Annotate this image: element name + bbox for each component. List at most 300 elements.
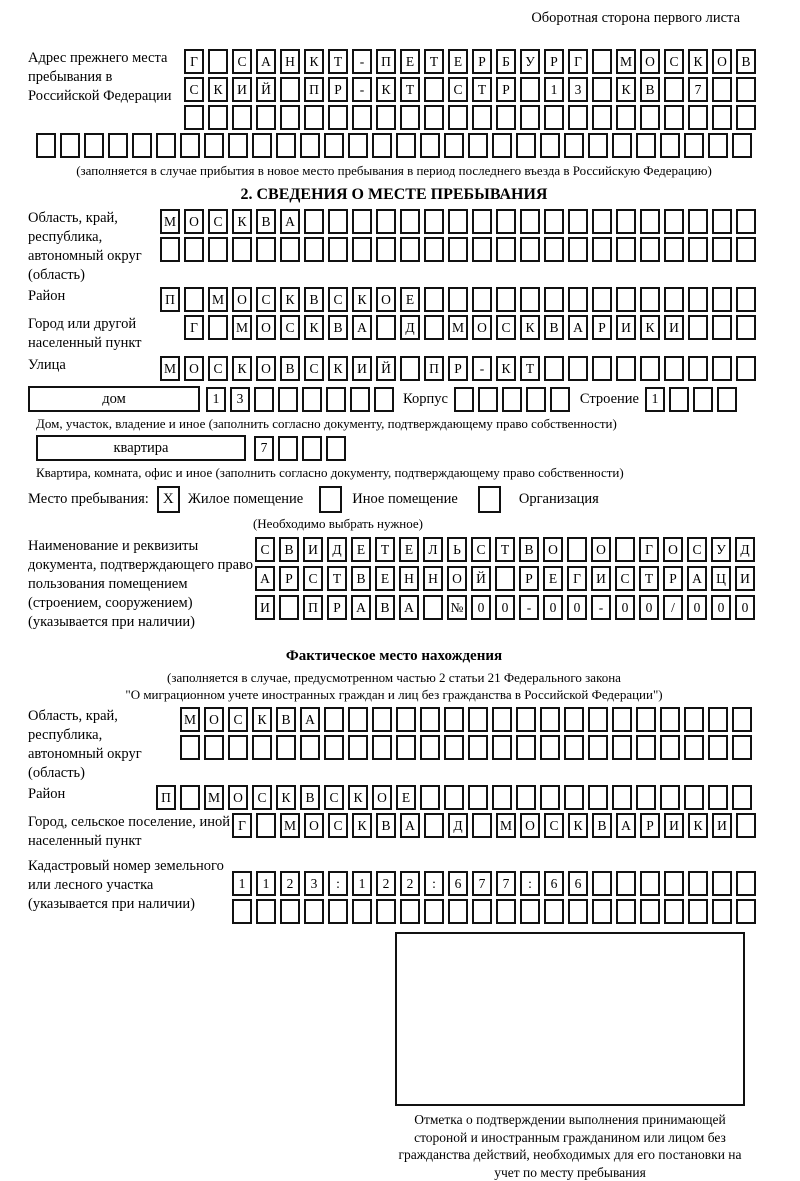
char-cell: -: [591, 595, 611, 620]
char-cell: [520, 209, 540, 234]
char-cell: А: [255, 566, 275, 591]
char-cell: И: [303, 537, 323, 562]
char-cell: 0: [735, 595, 755, 620]
char-cell: [232, 899, 252, 924]
char-cell: [472, 287, 492, 312]
char-cell: 0: [543, 595, 563, 620]
fact-district-label: Район: [28, 786, 66, 802]
char-cell: О: [591, 537, 611, 562]
char-cell: 0: [639, 595, 659, 620]
char-cell: С: [328, 287, 348, 312]
char-cell: [588, 785, 608, 810]
char-cell: [660, 133, 680, 158]
char-cell: [420, 785, 440, 810]
stay-type-note: (Необходимо выбрать нужное): [252, 516, 424, 531]
char-cell: [444, 133, 464, 158]
char-cell: О: [372, 785, 392, 810]
char-cell: С: [184, 77, 204, 102]
char-cell: [448, 899, 468, 924]
char-cell: В: [256, 209, 276, 234]
char-cell: 6: [544, 871, 564, 896]
char-cell: [328, 209, 348, 234]
char-cell: А: [400, 813, 420, 838]
char-cell: М: [180, 707, 200, 732]
char-cell: [324, 707, 344, 732]
char-cell: О: [304, 813, 324, 838]
fact-cadastre-block: [28, 857, 760, 924]
char-cell: [688, 899, 708, 924]
char-cell: [252, 735, 272, 760]
char-cell: [592, 209, 612, 234]
char-cell: [615, 537, 635, 562]
char-cell: А: [687, 566, 707, 591]
document-row-1: [255, 537, 755, 562]
char-cell: [472, 237, 492, 262]
char-cell: [544, 209, 564, 234]
char-cell: О: [520, 813, 540, 838]
char-cell: [468, 735, 488, 760]
char-cell: [684, 133, 704, 158]
char-cell: [564, 707, 584, 732]
char-cell: [472, 813, 492, 838]
char-cell: 3: [304, 871, 324, 896]
char-cell: И: [352, 356, 372, 381]
char-cell: [516, 785, 536, 810]
char-cell: В: [592, 813, 612, 838]
char-cell: 2: [400, 871, 420, 896]
char-cell: [684, 707, 704, 732]
char-cell: Т: [495, 537, 515, 562]
char-cell: [502, 387, 522, 412]
char-cell: [568, 105, 588, 130]
char-cell: [420, 133, 440, 158]
char-cell: [492, 707, 512, 732]
char-cell: О: [232, 287, 252, 312]
char-cell: 7: [254, 436, 274, 461]
char-cell: Г: [568, 49, 588, 74]
char-cell: [636, 785, 656, 810]
char-cell: [616, 105, 636, 130]
char-cell: [660, 785, 680, 810]
char-cell: [688, 209, 708, 234]
char-cell: [256, 899, 276, 924]
char-cell: [448, 237, 468, 262]
char-cell: [520, 77, 540, 102]
char-cell: М: [616, 49, 636, 74]
char-cell: [712, 105, 732, 130]
char-cell: К: [352, 813, 372, 838]
fact-district-row: [156, 785, 752, 810]
char-cell: К: [304, 315, 324, 340]
char-cell: [664, 77, 684, 102]
char-cell: [184, 105, 204, 130]
char-cell: [304, 899, 324, 924]
char-cell: А: [568, 315, 588, 340]
char-cell: [708, 707, 728, 732]
char-cell: Т: [639, 566, 659, 591]
char-cell: [108, 133, 128, 158]
char-cell: [732, 785, 752, 810]
char-cell: [424, 813, 444, 838]
char-cell: Г: [184, 49, 204, 74]
char-cell: [520, 899, 540, 924]
char-cell: О: [447, 566, 467, 591]
char-cell: [256, 105, 276, 130]
char-cell: Л: [423, 537, 443, 562]
char-cell: П: [376, 49, 396, 74]
fact-region-label: Область, край, республика, автономный округ (область): [28, 708, 142, 781]
char-cell: [326, 387, 346, 412]
char-cell: 7: [472, 871, 492, 896]
char-cell: В: [300, 785, 320, 810]
char-cell: С: [304, 356, 324, 381]
char-cell: Р: [279, 566, 299, 591]
char-cell: [496, 209, 516, 234]
char-cell: К: [688, 49, 708, 74]
char-cell: К: [688, 813, 708, 838]
char-cell: 3: [568, 77, 588, 102]
char-cell: В: [376, 813, 396, 838]
char-cell: [612, 785, 632, 810]
char-cell: О: [228, 785, 248, 810]
char-cell: Т: [424, 49, 444, 74]
char-cell: [420, 707, 440, 732]
char-cell: [592, 237, 612, 262]
char-cell: [592, 77, 612, 102]
char-cell: [612, 735, 632, 760]
char-cell: [544, 105, 564, 130]
char-cell: [300, 133, 320, 158]
char-cell: Т: [472, 77, 492, 102]
char-cell: [636, 735, 656, 760]
region-rows: [160, 209, 756, 262]
char-cell: [736, 287, 756, 312]
char-cell: [204, 735, 224, 760]
prev-address-row-3: [184, 105, 756, 130]
fact-cadastre-row-1: [232, 871, 756, 896]
char-cell: [660, 707, 680, 732]
region-row-1: [160, 209, 756, 234]
stay-type-option-3: Организация: [518, 491, 599, 507]
fact-region-row-1: [180, 707, 752, 732]
char-cell: [616, 899, 636, 924]
char-cell: [496, 237, 516, 262]
char-cell: [588, 707, 608, 732]
char-cell: [468, 785, 488, 810]
char-cell: К: [232, 209, 252, 234]
char-cell: [736, 871, 756, 896]
char-cell: С: [280, 315, 300, 340]
char-cell: Т: [375, 537, 395, 562]
char-cell: [376, 315, 396, 340]
document-label: Наименование и реквизиты документа, подтверждающего право пользования помещением (строением, сооружением) (указывается при наличии): [28, 538, 254, 630]
char-cell: [588, 735, 608, 760]
char-cell: Д: [327, 537, 347, 562]
char-cell: [516, 133, 536, 158]
char-cell: [640, 209, 660, 234]
char-cell: Р: [544, 49, 564, 74]
street-block: [28, 356, 760, 381]
char-cell: [640, 356, 660, 381]
char-cell: [60, 133, 80, 158]
char-cell: М: [232, 315, 252, 340]
char-cell: О: [640, 49, 660, 74]
char-cell: О: [184, 356, 204, 381]
char-cell: А: [280, 209, 300, 234]
char-cell: [256, 237, 276, 262]
char-cell: [712, 356, 732, 381]
char-cell: [592, 871, 612, 896]
char-cell: [352, 237, 372, 262]
char-cell: [348, 133, 368, 158]
char-cell: :: [520, 871, 540, 896]
char-cell: [712, 209, 732, 234]
char-cell: С: [324, 785, 344, 810]
char-cell: [640, 105, 660, 130]
char-cell: -: [472, 356, 492, 381]
char-cell: Е: [400, 49, 420, 74]
char-cell: [736, 209, 756, 234]
char-cell: 1: [256, 871, 276, 896]
char-cell: В: [276, 707, 296, 732]
char-cell: Е: [375, 566, 395, 591]
char-cell: [180, 785, 200, 810]
prev-address-rows: [184, 49, 756, 130]
char-cell: А: [399, 595, 419, 620]
city-label: Город или другой населенный пункт: [28, 316, 142, 351]
char-cell: [424, 77, 444, 102]
char-cell: 1: [206, 387, 226, 412]
char-cell: [36, 133, 56, 158]
char-cell: О: [204, 707, 224, 732]
char-cell: Р: [592, 315, 612, 340]
char-cell: И: [255, 595, 275, 620]
char-cell: [279, 595, 299, 620]
char-cell: [278, 387, 298, 412]
char-cell: [424, 105, 444, 130]
char-cell: [640, 237, 660, 262]
char-cell: [254, 387, 274, 412]
char-cell: Р: [496, 77, 516, 102]
stay-type-option-2: Иное помещение: [352, 491, 458, 507]
char-cell: [478, 387, 498, 412]
char-cell: С: [208, 209, 228, 234]
house-cells: [206, 387, 394, 412]
fact-region-row-2: [180, 735, 752, 760]
char-cell: [592, 899, 612, 924]
char-cell: [184, 237, 204, 262]
char-cell: [544, 237, 564, 262]
char-cell: М: [208, 287, 228, 312]
char-cell: [328, 899, 348, 924]
char-cell: [564, 785, 584, 810]
char-cell: [732, 707, 752, 732]
char-cell: [664, 871, 684, 896]
char-cell: [492, 735, 512, 760]
char-cell: [568, 356, 588, 381]
char-cell: И: [591, 566, 611, 591]
char-cell: [664, 209, 684, 234]
apartment-cells: [254, 436, 346, 461]
char-cell: [400, 105, 420, 130]
char-cell: [684, 785, 704, 810]
char-cell: [664, 237, 684, 262]
char-cell: [208, 105, 228, 130]
char-cell: [664, 899, 684, 924]
char-cell: [184, 287, 204, 312]
char-cell: 0: [615, 595, 635, 620]
char-cell: [708, 785, 728, 810]
char-cell: В: [519, 537, 539, 562]
char-cell: [472, 899, 492, 924]
char-cell: [302, 387, 322, 412]
fact-note-2: "О миграционном учете иностранных граждан и лиц без гражданства в Российской Федерации"): [125, 687, 663, 702]
char-cell: 7: [496, 871, 516, 896]
char-cell: М: [496, 813, 516, 838]
char-cell: :: [424, 871, 444, 896]
stay-type-label: Место пребывания:: [28, 491, 149, 507]
char-cell: [540, 785, 560, 810]
fact-note-1: (заполняется в случае, предусмотренном частью 2 статьи 21 Федерального закона: [167, 670, 621, 685]
char-cell: [448, 209, 468, 234]
fact-district-block: [28, 785, 760, 810]
char-cell: [180, 735, 200, 760]
char-cell: В: [351, 566, 371, 591]
char-cell: [664, 105, 684, 130]
char-cell: Й: [471, 566, 491, 591]
stay-type-line: [28, 486, 760, 513]
char-cell: [400, 209, 420, 234]
char-cell: В: [640, 77, 660, 102]
char-cell: Й: [256, 77, 276, 102]
char-cell: [376, 105, 396, 130]
char-cell: Б: [496, 49, 516, 74]
apartment-box: квартира: [36, 435, 246, 461]
char-cell: [612, 707, 632, 732]
char-cell: [324, 735, 344, 760]
stroenie-cells: [645, 387, 737, 412]
char-cell: Р: [640, 813, 660, 838]
char-cell: [232, 237, 252, 262]
char-cell: [496, 287, 516, 312]
char-cell: Ь: [447, 537, 467, 562]
apartment-note: Квартира, комната, офис и иное (заполнить согласно документу, подтверждающему право собственности): [36, 465, 624, 480]
char-cell: П: [304, 77, 324, 102]
char-cell: [712, 871, 732, 896]
char-cell: П: [156, 785, 176, 810]
char-cell: К: [376, 77, 396, 102]
char-cell: [736, 77, 756, 102]
street-label: Улица: [28, 357, 66, 373]
char-cell: Е: [396, 785, 416, 810]
char-cell: 1: [352, 871, 372, 896]
fact-title: Фактическое место нахождения: [285, 648, 503, 664]
char-cell: [424, 287, 444, 312]
char-cell: К: [520, 315, 540, 340]
stay-type-option-1: Жилое помещение: [187, 491, 304, 507]
char-cell: [592, 105, 612, 130]
fact-cadastre-rows: [232, 871, 756, 924]
char-cell: О: [663, 537, 683, 562]
char-cell: [396, 133, 416, 158]
char-cell: [400, 356, 420, 381]
char-cell: [304, 237, 324, 262]
char-cell: Т: [328, 49, 348, 74]
char-cell: М: [448, 315, 468, 340]
char-cell: [328, 105, 348, 130]
char-cell: В: [375, 595, 395, 620]
char-cell: [516, 735, 536, 760]
char-cell: К: [616, 77, 636, 102]
char-cell: Р: [472, 49, 492, 74]
char-cell: М: [204, 785, 224, 810]
char-cell: [568, 237, 588, 262]
char-cell: [568, 287, 588, 312]
street-row: [160, 356, 756, 381]
document-rows: [255, 537, 755, 620]
char-cell: [592, 287, 612, 312]
char-cell: [448, 287, 468, 312]
prev-address-label: Адрес прежнего места пребывания в Российской Федерации: [28, 50, 172, 104]
char-cell: [688, 105, 708, 130]
char-cell: Н: [280, 49, 300, 74]
char-cell: Г: [567, 566, 587, 591]
char-cell: [444, 785, 464, 810]
char-cell: [736, 315, 756, 340]
char-cell: [564, 133, 584, 158]
char-cell: [444, 707, 464, 732]
char-cell: [132, 133, 152, 158]
stay-type-checkbox-1: X: [157, 486, 180, 513]
char-cell: [688, 315, 708, 340]
char-cell: [304, 209, 324, 234]
char-cell: [712, 287, 732, 312]
char-cell: [712, 77, 732, 102]
char-cell: [376, 899, 396, 924]
char-cell: [348, 735, 368, 760]
char-cell: П: [424, 356, 444, 381]
char-cell: 1: [544, 77, 564, 102]
char-cell: [616, 209, 636, 234]
char-cell: 0: [567, 595, 587, 620]
char-cell: К: [352, 287, 372, 312]
fact-city-block: [28, 813, 760, 851]
char-cell: С: [228, 707, 248, 732]
char-cell: О: [256, 315, 276, 340]
char-cell: [736, 356, 756, 381]
char-cell: [278, 436, 298, 461]
document-block: [28, 537, 760, 632]
char-cell: [424, 315, 444, 340]
char-cell: [492, 785, 512, 810]
char-cell: 2: [376, 871, 396, 896]
stay-type-checkbox-2: [319, 486, 342, 513]
char-cell: В: [328, 315, 348, 340]
char-cell: [180, 133, 200, 158]
char-cell: [252, 133, 272, 158]
char-cell: [472, 105, 492, 130]
char-cell: -: [352, 49, 372, 74]
char-cell: Е: [400, 287, 420, 312]
char-cell: [468, 133, 488, 158]
char-cell: [544, 899, 564, 924]
stay-type-checkbox-3: [478, 486, 501, 513]
region-block: [28, 209, 760, 285]
char-cell: М: [280, 813, 300, 838]
char-cell: И: [712, 813, 732, 838]
char-cell: И: [735, 566, 755, 591]
char-cell: 0: [687, 595, 707, 620]
